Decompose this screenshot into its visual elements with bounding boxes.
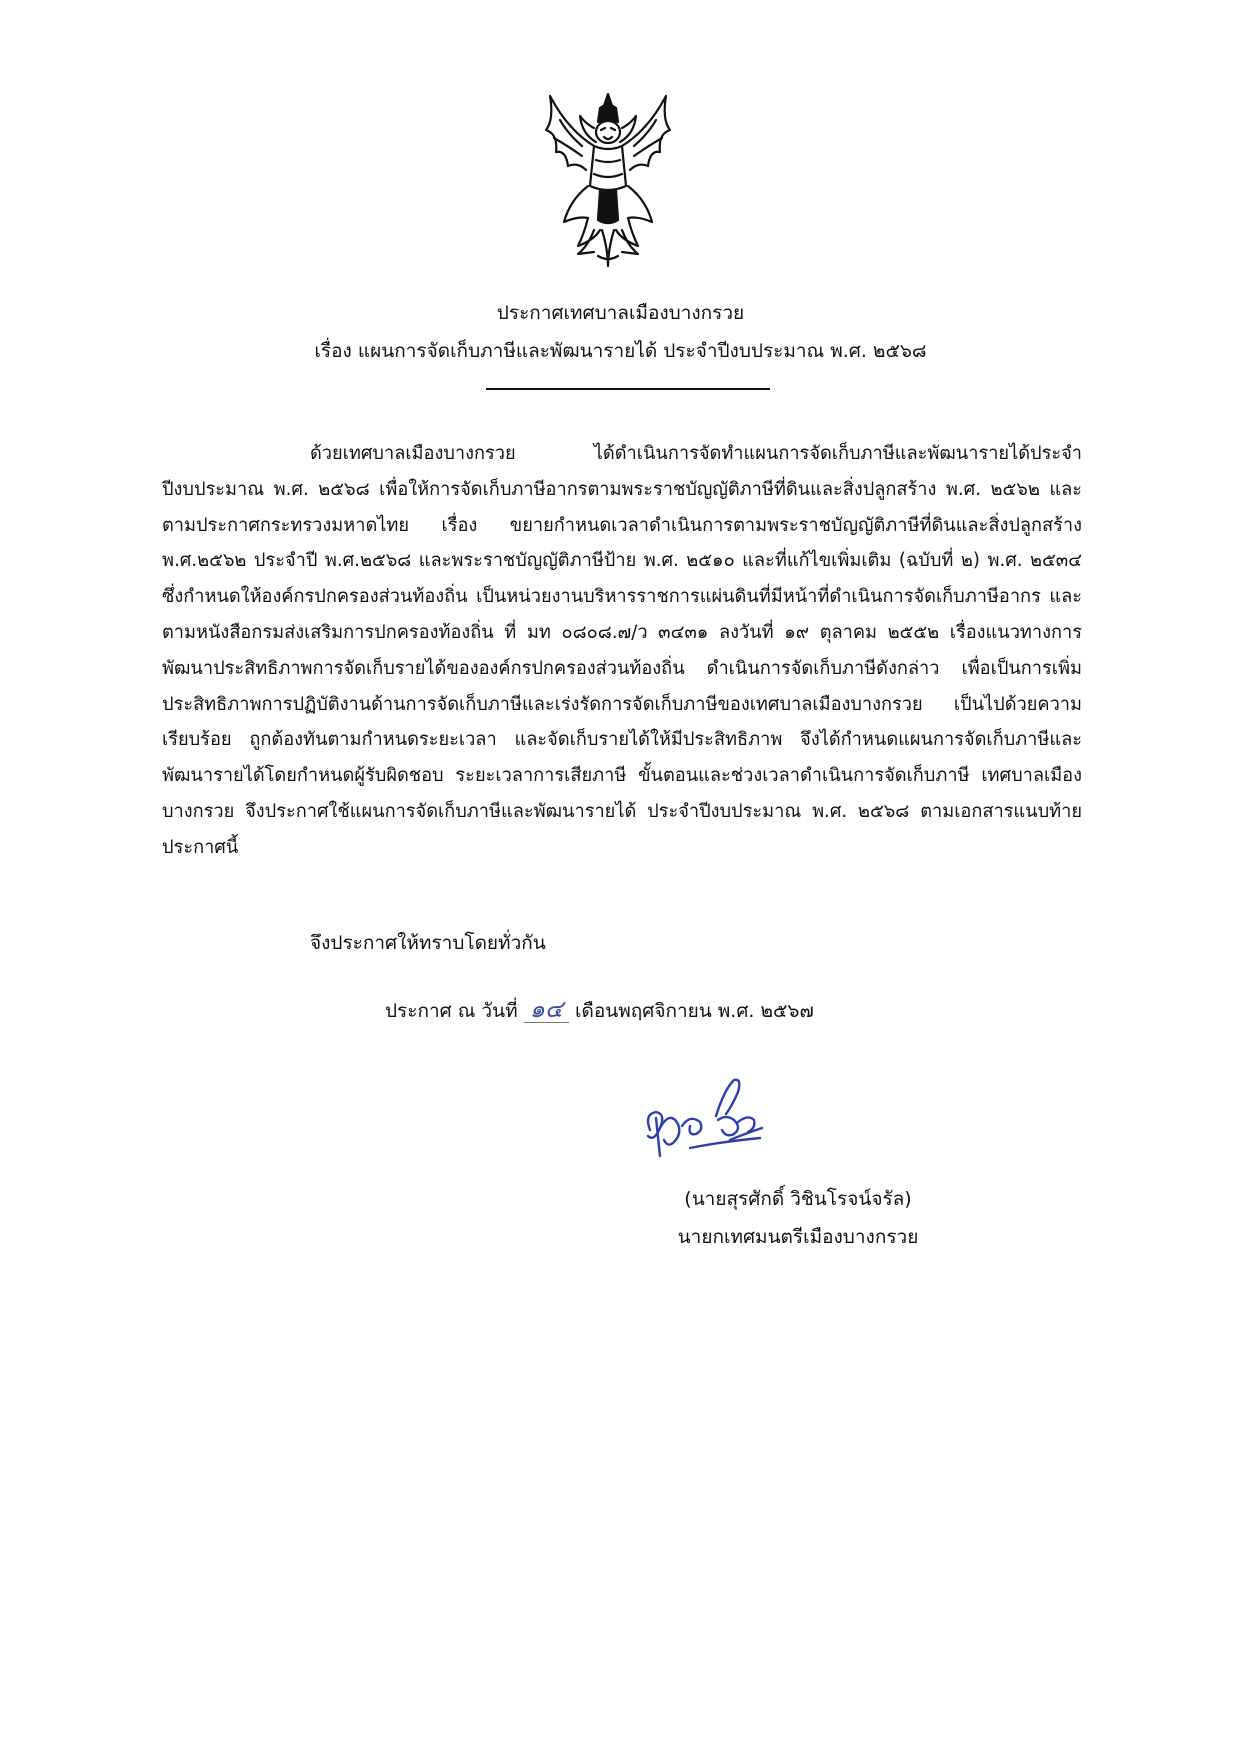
header-divider bbox=[486, 388, 770, 390]
garuda-emblem-icon bbox=[538, 90, 678, 270]
signer-name: (นายสุรศักดิ์ วิชินโรจน์จรัล) bbox=[684, 1188, 912, 1210]
closing-line: จึงประกาศให้ทราบโดยทั่วกัน bbox=[310, 932, 546, 954]
issued-prefix: ประกาศ ณ วันที่ bbox=[385, 1000, 518, 1022]
issued-date-line bbox=[385, 996, 814, 1024]
announcement-title: ประกาศเทศบาลเมืองบางกรวย bbox=[496, 302, 745, 324]
issued-suffix: เดือนพฤศจิกายน พ.ศ. ๒๕๖๗ bbox=[575, 1000, 814, 1022]
announcement-subject: เรื่อง แผนการจัดเก็บภาษีและพัฒนารายได้ ประจำปีงบประมาณ พ.ศ. ๒๕๖๘ bbox=[314, 340, 927, 362]
issued-day-handwritten: ๑๔ bbox=[524, 996, 569, 1023]
handwritten-signature bbox=[630, 1070, 780, 1180]
body-paragraph: ด้วยเทศบาลเมืองบางกรวย ได้ดำเนินการจัดทำแผนการจัดเก็บภาษีและพัฒนารายได้ประจำปีงบประมาณ พ.ศ. ๒๕๖๘ เพื่อให้การจัดเก็บภาษีอากรตามพระราชบัญญัติภาษีที่ดินและสิ่งปลูกสร้าง พ.ศ. ๒๕๖๒ และตามประกาศกระทรวงมหาดไทย เรื่อง ขยายกำหนดเวลาดำเนินการตามพระราชบัญญัติภาษีที่ดินและสิ่งปลูกสร้าง พ.ศ.๒๕๖๒ ประจำปี พ.ศ.๒๕๖๘ และพระราชบัญญัติภาษีป้าย พ.ศ. ๒๕๑๐ และที่แก้ไขเพิ่มเติม (ฉบับที่ ๒) พ.ศ. ๒๕๓๔ ซึ่งกำหนดให้องค์กรปกครองส่วนท้องถิ่น เป็นหน่วยงานบริหารราชการแผ่นดินที่มีหน้าที่ดำเนินการจัดเก็บภาษีอากร และตามหนังสือกรมส่งเสริมการปกครองท้องถิ่น ที่ มท ๐๘๐๘.๗/ว ๓๔๓๑ ลงวันที่ ๑๙ ตุลาคม ๒๕๕๒ เรื่องแนวทางการพัฒนาประสิทธิภาพการจัดเก็บรายได้ขององค์กรปกครองส่วนท้องถิ่น ดำเนินการจัดเก็บภาษีดังกล่าว เพื่อเป็นการเพิ่มประสิทธิภาพการปฏิบัติงานด้านการจัดเก็บภาษีและเร่งรัดการจัดเก็บภาษีของเทศบาลเมืองบางกรวย เป็นไปด้วยความเรียบร้อย ถูกต้องทันตามกำหนดระยะเวลา และจัดเก็บรายได้ให้มีประสิทธิภาพ จึงได้กำหนดแผนการจัดเก็บภาษีและพัฒนารายได้โดยกำหนดผู้รับผิดชอบ ระยะเวลาการเสียภาษี ขั้นตอนและช่วงเวลาดำเนินการจัดเก็บภาษี เทศบาลเมืองบางกรวย จึงประกาศใช้แผนการจัดเก็บภาษีและพัฒนารายได้ ประจำปีงบประมาณ พ.ศ. ๒๕๖๘ ตามเอกสารแนบท้ายประกาศนี้ bbox=[162, 443, 1082, 858]
signer-position: นายกเทศมนตรีเมืองบางกรวย bbox=[677, 1226, 919, 1248]
